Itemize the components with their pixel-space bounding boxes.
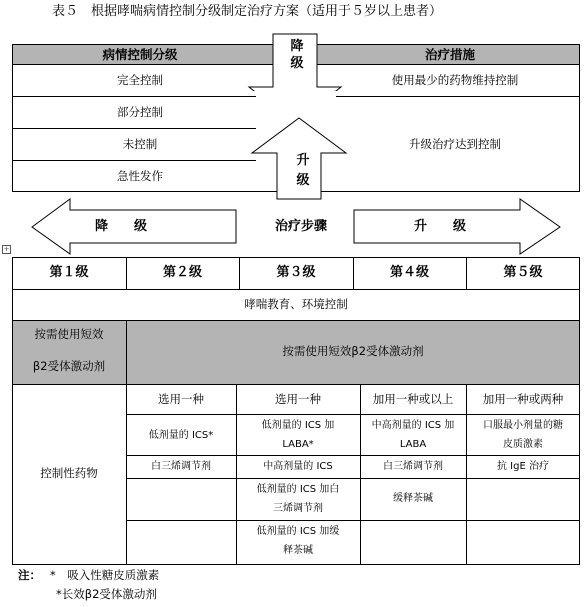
reliever-content: 按需使用短效β2受体激动剂 bbox=[282, 344, 424, 358]
treatment-steps-label: 治疗步骤 bbox=[274, 219, 327, 234]
c2-mid-high-ics: 中高剂量的 ICS bbox=[263, 461, 333, 472]
header-control-level: 病情控制分级 bbox=[102, 47, 178, 62]
c2-low-ics-plus-line1: 低剂量的 ICS 加 bbox=[261, 420, 335, 431]
c4-oral-steroid-line1: 口服最小剂量的糖 bbox=[483, 420, 563, 431]
c1-leukotriene: 白三烯调节剂 bbox=[151, 461, 211, 472]
step-1-header: 第１级 bbox=[49, 265, 89, 280]
reliever-label-line1: 按需使用短效 bbox=[34, 327, 104, 341]
row-uncontrolled: 未控制 bbox=[122, 137, 158, 151]
c2-low-ics-theo-line2: 释茶碱 bbox=[283, 545, 313, 556]
step-up-char2: 级 bbox=[296, 173, 310, 188]
row-acute-attack: 急性发作 bbox=[117, 169, 163, 183]
controller-label: 控制性药物 bbox=[40, 466, 98, 480]
note-ics: * 吸入性糖皮质激素 bbox=[50, 568, 160, 582]
c3-laba: LABA bbox=[399, 439, 427, 450]
step-down-char1: 降 bbox=[290, 39, 304, 54]
step-down-char2: 级 bbox=[290, 56, 304, 71]
c2-low-ics-theo-line1: 低剂量的 ICS 加缓 bbox=[256, 526, 340, 537]
reliever-label-line2: β2受体激动剂 bbox=[32, 359, 106, 373]
c3-mid-high-ics-line1: 中高剂量的 ICS 加 bbox=[371, 420, 455, 431]
col3-head: 选用一种 bbox=[275, 392, 321, 406]
c2-low-ics-leuko-line2: 三烯调节剂 bbox=[273, 503, 323, 514]
step-3-header: 第３级 bbox=[276, 265, 316, 280]
col5-head: 加用一种或两种 bbox=[482, 392, 564, 406]
row-partial-control: 部分控制 bbox=[117, 105, 163, 119]
c2-low-ics-leuko-line1: 低剂量的 ICS 加白 bbox=[256, 484, 340, 495]
document-title: 表５ 根据哮喘病情控制分级制定治疗方案（适用于５岁以上患者） bbox=[52, 4, 443, 19]
c3-leukotriene: 白三烯调节剂 bbox=[383, 461, 443, 472]
c4-oral-steroid-line2: 皮质激素 bbox=[503, 439, 543, 450]
c3-theophylline: 缓释茶碱 bbox=[393, 493, 433, 504]
step-up-label: 升 级 bbox=[414, 219, 467, 234]
c4-anti-ige: 抗 IgE 治疗 bbox=[497, 461, 549, 472]
note-laba: *长效β2受体激动剂 bbox=[56, 587, 157, 601]
table-move-handle-icon[interactable]: + bbox=[3, 245, 10, 253]
col2-head: 选用一种 bbox=[158, 392, 204, 406]
action-step-up: 升级治疗达到控制 bbox=[409, 137, 501, 151]
education-row: 哮喘教育、环境控制 bbox=[244, 297, 348, 311]
row-full-control: 完全控制 bbox=[117, 73, 163, 87]
notes-label: 注： bbox=[18, 568, 41, 582]
step-up-char1: 升 bbox=[296, 153, 310, 168]
step-5-header: 第５级 bbox=[503, 265, 543, 280]
action-minimal-drugs: 使用最少的药物维持控制 bbox=[391, 73, 519, 87]
header-treatment: 治疗措施 bbox=[424, 47, 475, 62]
c2-laba: LABA* bbox=[282, 439, 314, 450]
c1-low-ics: 低剂量的 ICS* bbox=[148, 430, 214, 441]
step-2-header: 第２级 bbox=[162, 265, 202, 280]
step-4-header: 第４级 bbox=[389, 265, 429, 280]
col4-head: 加用一种或以上 bbox=[372, 392, 454, 406]
step-down-label: 降 级 bbox=[95, 219, 148, 234]
